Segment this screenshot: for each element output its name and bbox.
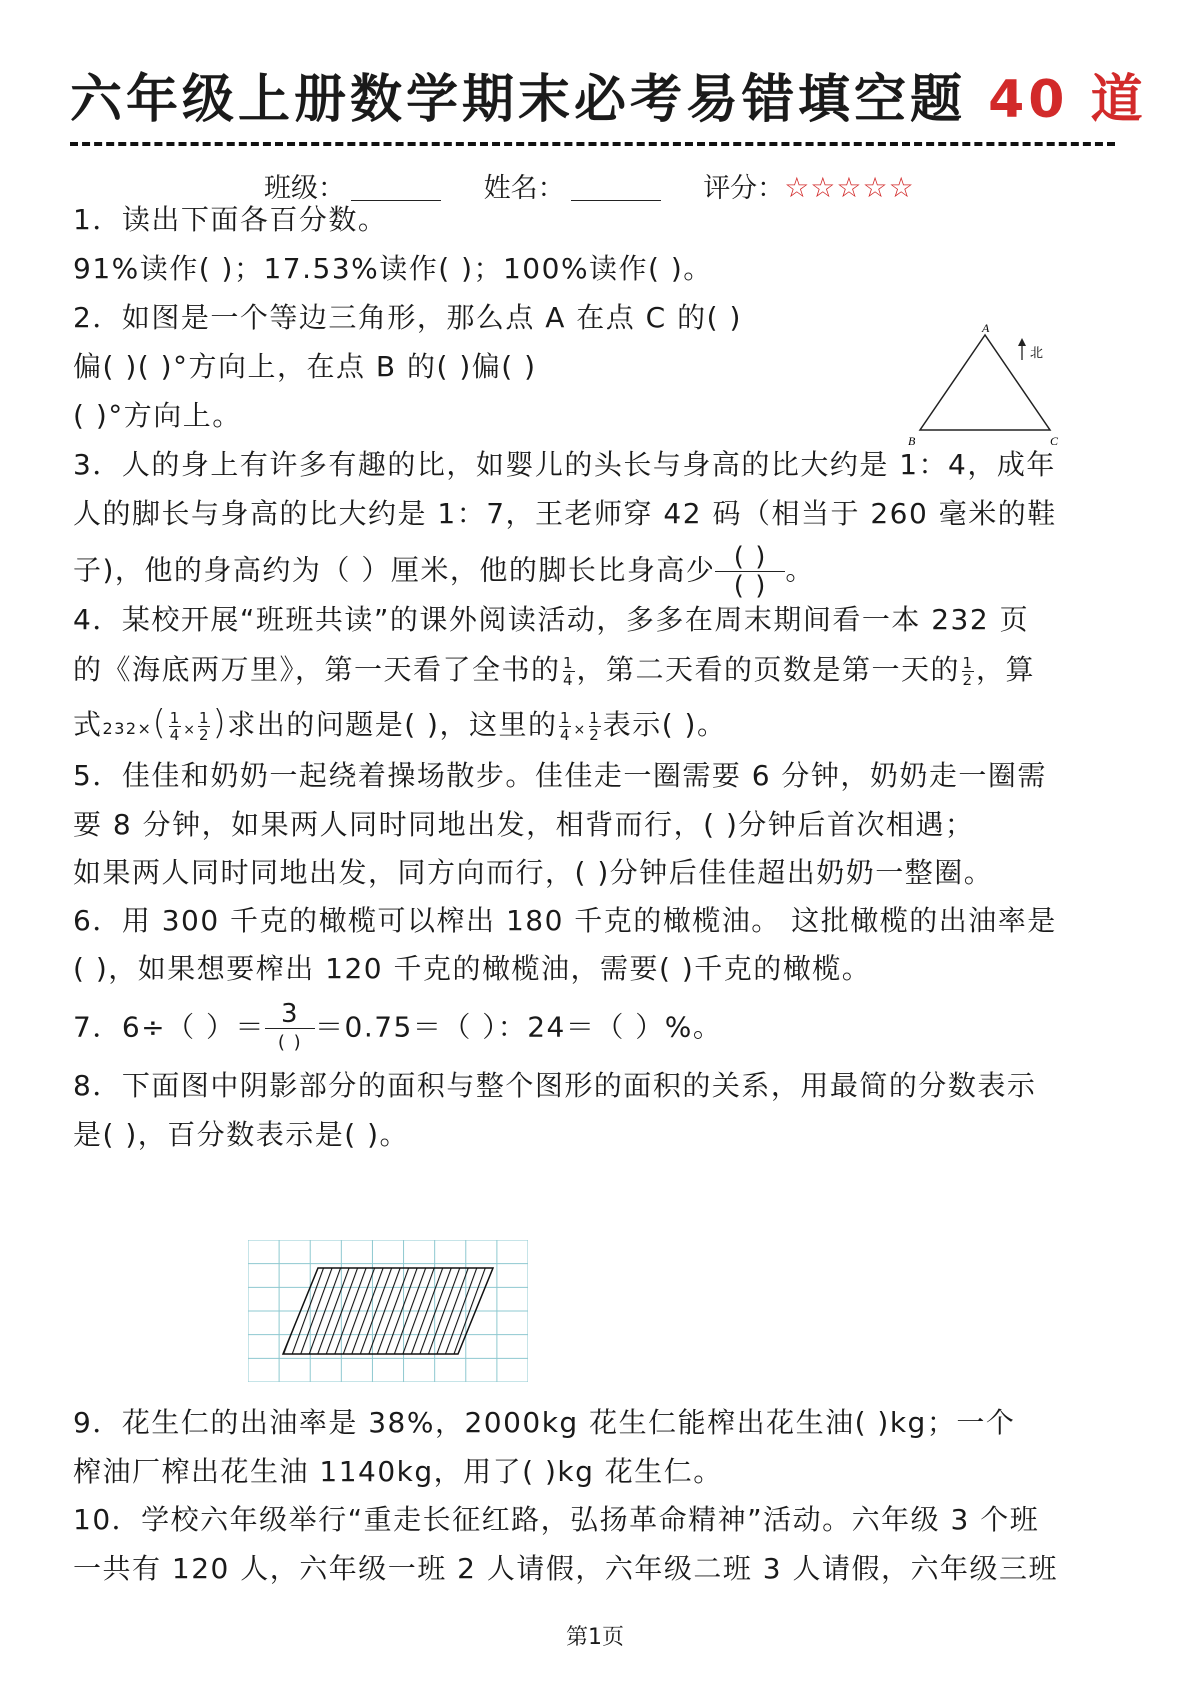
q7-text-a: 7．6÷（ ）＝ bbox=[73, 1010, 265, 1044]
page-number: 第1页 bbox=[566, 1625, 624, 1650]
fraction-numerator-blank: ( ) bbox=[733, 542, 767, 572]
q4-line-3-a: 式 bbox=[73, 708, 103, 741]
fraction-one-half: $\frac{1}{2}$ bbox=[962, 653, 974, 689]
score-label: 评分： bbox=[703, 173, 785, 204]
q3-line-3-end: 。 bbox=[785, 553, 815, 587]
name-blank[interactable] bbox=[571, 172, 661, 201]
point-b-label: B bbox=[908, 434, 916, 448]
q6-line-2: ( )，如果想要榨出 120 千克的橄榄油，需要( )千克的橄榄。 bbox=[73, 952, 872, 985]
q4-line-2 bbox=[73, 650, 1035, 690]
q7-fraction: 3 ( ) bbox=[265, 1000, 315, 1057]
name-label: 姓名： bbox=[483, 173, 565, 204]
formula-fraction-half: $\frac{1}{2}$ bbox=[198, 708, 210, 744]
grid-figure bbox=[248, 1240, 528, 1382]
q2-line-3: ( )°方向上。 bbox=[73, 399, 242, 432]
shaded-parallelogram bbox=[283, 1268, 493, 1354]
fraction-half-2: $\frac{1}{2}$ bbox=[589, 708, 601, 744]
q1-line-2: 91%读作( )；17.53%读作( )；100%读作( )。 bbox=[73, 252, 713, 285]
page-title bbox=[70, 60, 1147, 140]
q5-line-3: 如果两人同时同地出发，同方向而行，( )分钟后佳佳超出奶奶一整圈。 bbox=[73, 856, 994, 889]
triangle-figure bbox=[900, 320, 1070, 450]
q3-answer-fraction[interactable] bbox=[715, 543, 785, 600]
q4-line-2-c: ，算 bbox=[976, 653, 1036, 686]
q3-line-1: 3．人的身上有许多有趣的比，如婴儿的头长与身高的比大约是 1：4，成年 bbox=[73, 448, 1056, 481]
q3-line-2: 人的脚长与身高的比大约是 1：7，王老师穿 42 码（相当于 260 毫米的鞋 bbox=[73, 497, 1057, 530]
fraction-quarter-2: $\frac{1}{4}$ bbox=[559, 708, 571, 744]
q10-line-1: 10．学校六年级举行“重走长征红路，弘扬革命精神”活动。六年级 3 个班 bbox=[73, 1503, 1040, 1536]
q7-line-1 bbox=[73, 1000, 722, 1057]
q3-line-3-text: 子)，他的身高约为（ ）厘米，他的脚长比身高少 bbox=[73, 553, 716, 587]
q4-line-1: 4．某校开展“班班共读”的课外阅读活动，多多在周末期间看一本 232 页 bbox=[73, 603, 1030, 636]
q7-text-b: ＝0.75＝（ ）：24＝（ ）%。 bbox=[315, 1010, 723, 1044]
score-stars: ☆☆☆☆☆ bbox=[784, 171, 915, 204]
q5-line-2: 要 8 分钟，如果两人同时同地出发，相背而行，( )分钟后首次相遇； bbox=[73, 808, 975, 841]
q2-line-2: 偏( )( )°方向上，在点 B 的( )偏( ) bbox=[73, 350, 537, 383]
q8-line-2: 是( )，百分数表示是( )。 bbox=[73, 1118, 409, 1151]
point-c-label: C bbox=[1050, 434, 1059, 448]
north-arrowhead-icon bbox=[1018, 338, 1026, 346]
title-divider bbox=[70, 142, 1115, 146]
q10-line-2: 一共有 120 人，六年级一班 2 人请假，六年级二班 3 人请假，六年级三班 bbox=[73, 1552, 1058, 1585]
q8-line-1: 8．下面图中阴影部分的面积与整个图形的面积的关系，用最简的分数表示 bbox=[73, 1069, 1037, 1102]
q3-line-3 bbox=[73, 543, 815, 600]
title-number: 40 道 bbox=[988, 70, 1147, 130]
q2-line-1: 2．如图是一个等边三角形，那么点 A 在点 C 的( ) bbox=[73, 301, 742, 334]
formula-232: 232× bbox=[102, 719, 153, 738]
q4-line-3: 式232×( $\frac{1}{4}$ × $\frac{1}{2}$ )求出的问题是( )，这里的 $\frac{1}{4}$ × $\frac{1}{2}$ 表示( )。 bbox=[73, 703, 727, 744]
q4-line-3-d: 表示( )。 bbox=[602, 708, 727, 741]
q5-line-1: 5．佳佳和奶奶一起绕着操场散步。佳佳走一圈需要 6 分钟，奶奶走一圈需 bbox=[73, 759, 1047, 792]
q9-line-2: 榨油厂榨出花生油 1140kg，用了( )kg 花生仁。 bbox=[73, 1455, 723, 1488]
q1-line-1: 1．读出下面各百分数。 bbox=[73, 203, 388, 236]
q6-line-1: 6．用 300 千克的橄榄可以榨出 180 千克的橄榄油。 这批橄榄的出油率是 bbox=[73, 904, 1057, 937]
formula-fraction-quarter: $\frac{1}{4}$ bbox=[169, 708, 181, 744]
fraction-one-quarter: $\frac{1}{4}$ bbox=[562, 653, 575, 689]
q4-line-3-c: 求出的问题是( )，这里的 bbox=[227, 708, 558, 741]
north-label: 北 bbox=[1030, 346, 1044, 361]
class-label: 班级： bbox=[264, 173, 345, 204]
title-main: 六年级上册数学期末必考易错填空题 bbox=[70, 70, 967, 130]
q9-line-1: 9．花生仁的出油率是 38%，2000kg 花生仁能榨出花生油( )kg；一个 bbox=[73, 1406, 1016, 1439]
q4-line-2-b: ，第二天看的页数是第一天的 bbox=[576, 653, 961, 686]
point-a-label: A bbox=[982, 321, 990, 335]
q4-line-2-a: 的《海底两万里》，第一天看了全书的 bbox=[73, 653, 561, 686]
class-blank[interactable] bbox=[351, 172, 441, 201]
fraction-denominator-blank: ( ) bbox=[733, 571, 767, 601]
